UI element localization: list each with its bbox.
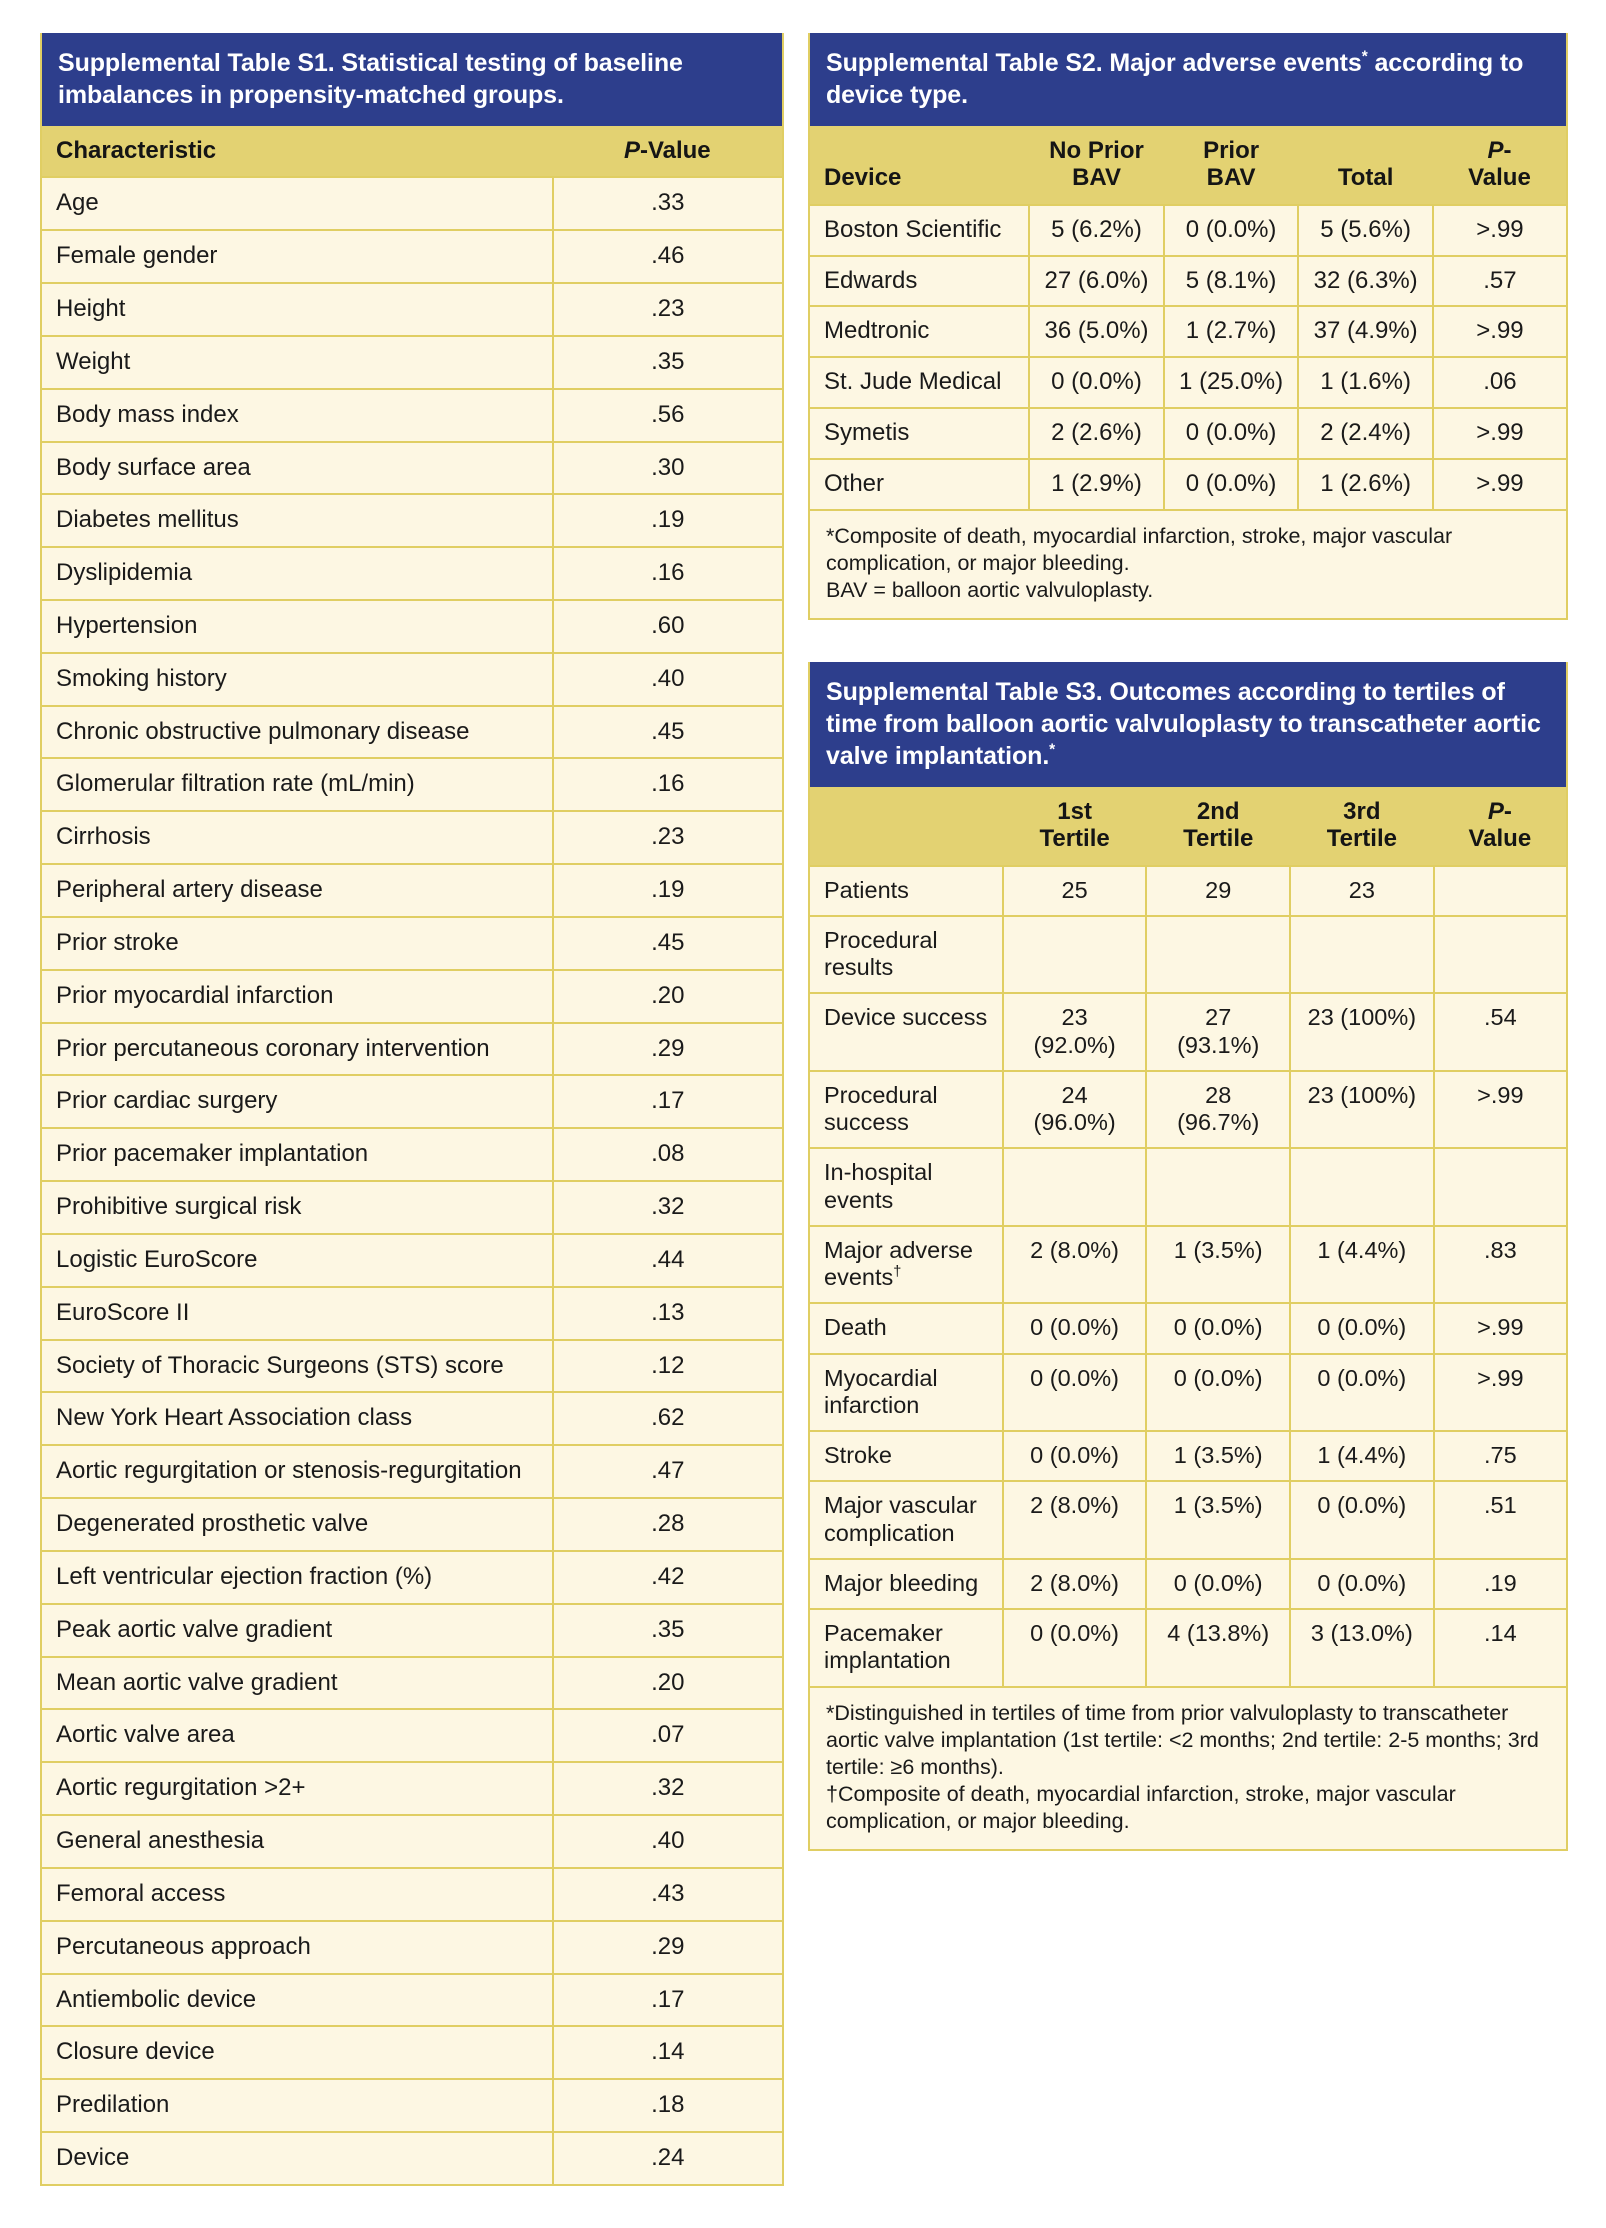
cell-p-value: .43 (553, 1868, 782, 1921)
cell-outcome-label (810, 1226, 1003, 1304)
table-row (42, 1498, 782, 1551)
cell-p-value: .44 (553, 1234, 782, 1287)
cell-characteristic: Femoral access (42, 1868, 553, 1921)
table-row (810, 1303, 1566, 1353)
table-row (42, 864, 782, 917)
cell-3rd-tertile: 0 (0.0%) (1290, 1481, 1434, 1559)
table-row (810, 1431, 1566, 1481)
cell-p-value: .28 (553, 1498, 782, 1551)
table-row (810, 459, 1566, 509)
cell-total: 2 (2.4%) (1298, 408, 1433, 459)
cell-p-value: >.99 (1433, 408, 1566, 459)
cell-characteristic: Prior cardiac surgery (42, 1075, 553, 1128)
cell-device: Symetis (810, 408, 1029, 459)
cell-3rd-tertile (1290, 1148, 1434, 1226)
cell-p-value (1434, 866, 1566, 916)
outcome-label-text: Death (824, 1314, 887, 1341)
cell-2nd-tertile: 29 (1146, 866, 1290, 916)
cell-p-value: .17 (553, 1075, 782, 1128)
cell-device: St. Jude Medical (810, 357, 1029, 408)
table-row (42, 1551, 782, 1604)
table-row (42, 2026, 782, 2079)
table-s2-caption (810, 33, 1566, 126)
cell-characteristic: EuroScore II (42, 1287, 553, 1340)
cell-outcome-label (810, 993, 1003, 1071)
cell-p-value (1434, 1148, 1566, 1226)
cell-characteristic: Prior pacemaker implantation (42, 1128, 553, 1181)
table-row (42, 1709, 782, 1762)
cell-device: Boston Scientific (810, 205, 1029, 256)
table-row (42, 1234, 782, 1287)
table-row (42, 1868, 782, 1921)
table-s3-footnote-2: †Composite of death, myocardial infarction, stroke, major vascular complication, or major bleeding. (826, 1781, 1456, 1833)
cell-p-value: .06 (1433, 357, 1566, 408)
cell-characteristic: Antiembolic device (42, 1974, 553, 2027)
left-column (40, 33, 784, 2228)
table-row (42, 600, 782, 653)
cell-p-value: .60 (553, 600, 782, 653)
table-row (42, 177, 782, 230)
outcome-label-text: Stroke (824, 1442, 892, 1469)
table-s3-footnote-1: *Distinguished in tertiles of time from prior valvuloplasty to transcatheter aortic valve implantation (1st tertile: <2 months; 2nd tertile: 2-5 months; 3rd tertile: ≥6 months). (826, 1700, 1539, 1779)
column-header-1st-tertile: 1st Tertile (1003, 787, 1147, 866)
table-row (810, 256, 1566, 307)
table-row (42, 1287, 782, 1340)
outcome-label-text: Pacemaker implantation (824, 1620, 951, 1674)
cell-characteristic: Cirrhosis (42, 811, 553, 864)
table-s3-grid (810, 787, 1566, 1686)
table-row (42, 1974, 782, 2027)
outcome-footnote-marker: † (893, 1264, 902, 1281)
cell-characteristic: Peripheral artery disease (42, 864, 553, 917)
cell-2nd-tertile: 27 (93.1%) (1146, 993, 1290, 1071)
table-row (810, 1148, 1566, 1226)
cell-p-value: >.99 (1434, 1354, 1566, 1432)
cell-p-value: .18 (553, 2079, 782, 2132)
outcome-label-text: In-hospital events (824, 1159, 933, 1213)
table-row (810, 1354, 1566, 1432)
table-s2-caption-rest: according to device type. (826, 49, 1524, 109)
table-s1-body (42, 177, 782, 2183)
table-row (42, 283, 782, 336)
table-row (42, 1128, 782, 1181)
table-row (42, 1181, 782, 1234)
cell-2nd-tertile: 4 (13.8%) (1146, 1609, 1290, 1686)
table-s2-footnotes (810, 509, 1566, 618)
table-row (42, 494, 782, 547)
cell-p-value: .33 (553, 177, 782, 230)
cell-p-value: .46 (553, 230, 782, 283)
column-header-p-value: P-Value (553, 126, 782, 177)
table-row (42, 1023, 782, 1076)
cell-p-value: .32 (553, 1181, 782, 1234)
cell-1st-tertile: 24 (96.0%) (1003, 1071, 1147, 1149)
cell-p-value: .19 (553, 864, 782, 917)
table-s2-footnote-1: *Composite of death, myocardial infarction, stroke, major vascular complication, or major bleeding. (826, 523, 1453, 575)
cell-total: 5 (5.6%) (1298, 205, 1433, 256)
cell-p-value: .45 (553, 706, 782, 759)
table-row (42, 1762, 782, 1815)
table-row (810, 408, 1566, 459)
cell-characteristic: Device (42, 2132, 553, 2184)
cell-1st-tertile: 25 (1003, 866, 1147, 916)
cell-characteristic: Prohibitive surgical risk (42, 1181, 553, 1234)
outcome-label-text: Major vascular complication (824, 1492, 977, 1546)
cell-characteristic: Glomerular filtration rate (mL/min) (42, 758, 553, 811)
table-row (42, 970, 782, 1023)
cell-p-value: .62 (553, 1392, 782, 1445)
cell-3rd-tertile: 23 (1290, 866, 1434, 916)
cell-p-value: .14 (1434, 1609, 1566, 1686)
table-s3-footnotes (810, 1686, 1566, 1849)
cell-characteristic: Predilation (42, 2079, 553, 2132)
table-row (810, 916, 1566, 994)
table-s2-grid (810, 126, 1566, 509)
cell-characteristic: Body surface area (42, 442, 553, 495)
table-row (42, 1075, 782, 1128)
table-s3-body (810, 866, 1566, 1686)
cell-p-value: .16 (553, 758, 782, 811)
cell-characteristic: Closure device (42, 2026, 553, 2079)
column-header-2nd-tertile: 2nd Tertile (1146, 787, 1290, 866)
cell-total: 1 (1.6%) (1298, 357, 1433, 408)
cell-characteristic: Age (42, 177, 553, 230)
cell-outcome-label (810, 1148, 1003, 1226)
outcome-label-text: Myocardial infarction (824, 1364, 938, 1418)
cell-no-prior-bav: 1 (2.9%) (1029, 459, 1164, 509)
cell-3rd-tertile: 3 (13.0%) (1290, 1609, 1434, 1686)
table-row (42, 1815, 782, 1868)
cell-p-value: >.99 (1433, 205, 1566, 256)
cell-3rd-tertile: 0 (0.0%) (1290, 1354, 1434, 1432)
cell-characteristic: Hypertension (42, 600, 553, 653)
cell-p-value: .08 (553, 1128, 782, 1181)
cell-1st-tertile: 2 (8.0%) (1003, 1481, 1147, 1559)
cell-p-value: .07 (553, 1709, 782, 1762)
cell-p-value: .40 (553, 653, 782, 706)
cell-no-prior-bav: 2 (2.6%) (1029, 408, 1164, 459)
table-s1-header-row (42, 126, 782, 177)
outcome-label-text: Major adverse events (824, 1236, 973, 1291)
cell-2nd-tertile: 1 (3.5%) (1146, 1431, 1290, 1481)
table-row (810, 1559, 1566, 1609)
cell-outcome-label (810, 1481, 1003, 1559)
table-row (42, 389, 782, 442)
cell-1st-tertile: 0 (0.0%) (1003, 1354, 1147, 1432)
cell-p-value: .29 (553, 1023, 782, 1076)
cell-characteristic: Weight (42, 336, 553, 389)
cell-outcome-label (810, 1559, 1003, 1609)
table-row (42, 1921, 782, 1974)
cell-no-prior-bav: 27 (6.0%) (1029, 256, 1164, 307)
table-row (810, 866, 1566, 916)
table-row (42, 442, 782, 495)
cell-p-value: .35 (553, 1604, 782, 1657)
table-s3 (808, 662, 1568, 1851)
outcome-label-text: Patients (824, 876, 909, 903)
cell-1st-tertile (1003, 916, 1147, 994)
cell-1st-tertile (1003, 1148, 1147, 1226)
cell-prior-bav: 1 (25.0%) (1164, 357, 1299, 408)
table-s2-caption-marker: * (1361, 48, 1368, 66)
cell-p-value: .56 (553, 389, 782, 442)
cell-p-value: .47 (553, 1445, 782, 1498)
cell-total: 32 (6.3%) (1298, 256, 1433, 307)
cell-characteristic: Degenerated prosthetic valve (42, 1498, 553, 1551)
column-header-no-prior-bav: No Prior BAV (1029, 126, 1164, 205)
cell-p-value: .23 (553, 811, 782, 864)
cell-p-value: .20 (553, 970, 782, 1023)
cell-total: 37 (4.9%) (1298, 306, 1433, 357)
cell-characteristic: Peak aortic valve gradient (42, 1604, 553, 1657)
column-header-outcome (810, 787, 1003, 866)
column-header-characteristic: Characteristic (42, 126, 553, 177)
cell-p-value: >.99 (1434, 1303, 1566, 1353)
cell-1st-tertile: 2 (8.0%) (1003, 1559, 1147, 1609)
cell-3rd-tertile (1290, 916, 1434, 994)
cell-p-value: .83 (1434, 1226, 1566, 1304)
table-row (810, 993, 1566, 1071)
cell-outcome-label (810, 1609, 1003, 1686)
table-row (42, 1340, 782, 1393)
table-s3-caption-marker: * (1049, 741, 1056, 759)
cell-device: Edwards (810, 256, 1029, 307)
cell-3rd-tertile: 1 (4.4%) (1290, 1226, 1434, 1304)
cell-outcome-label (810, 916, 1003, 994)
cell-2nd-tertile: 0 (0.0%) (1146, 1354, 1290, 1432)
cell-p-value: >.99 (1433, 306, 1566, 357)
cell-1st-tertile: 0 (0.0%) (1003, 1609, 1147, 1686)
cell-characteristic: Smoking history (42, 653, 553, 706)
outcome-label-text: Device success (824, 1004, 988, 1031)
cell-3rd-tertile: 23 (100%) (1290, 993, 1434, 1071)
column-header-device: Device (810, 126, 1029, 205)
cell-2nd-tertile: 1 (3.5%) (1146, 1226, 1290, 1304)
table-s3-header-row (810, 787, 1566, 866)
table-row (42, 706, 782, 759)
outcome-label-text: Procedural results (824, 926, 938, 981)
cell-characteristic: Female gender (42, 230, 553, 283)
column-header-3rd-tertile: 3rd Tertile (1290, 787, 1434, 866)
cell-1st-tertile: 0 (0.0%) (1003, 1431, 1147, 1481)
cell-device: Other (810, 459, 1029, 509)
cell-p-value: .30 (553, 442, 782, 495)
cell-3rd-tertile: 0 (0.0%) (1290, 1303, 1434, 1353)
table-row (42, 1445, 782, 1498)
cell-prior-bav: 0 (0.0%) (1164, 408, 1299, 459)
column-header-prior-bav: Prior BAV (1164, 126, 1299, 205)
column-header-p-value: P- Value (1433, 126, 1566, 205)
table-row (42, 917, 782, 970)
cell-characteristic: Prior stroke (42, 917, 553, 970)
cell-p-value: .45 (553, 917, 782, 970)
cell-2nd-tertile (1146, 1148, 1290, 1226)
cell-characteristic: Body mass index (42, 389, 553, 442)
table-s2-footnote-2: BAV = balloon aortic valvuloplasty. (826, 577, 1154, 602)
cell-characteristic: Mean aortic valve gradient (42, 1657, 553, 1710)
cell-1st-tertile: 0 (0.0%) (1003, 1303, 1147, 1353)
table-row (810, 1071, 1566, 1149)
cell-p-value: .19 (1434, 1559, 1566, 1609)
cell-p-value: .23 (553, 283, 782, 336)
cell-p-value: .42 (553, 1551, 782, 1604)
cell-characteristic: Aortic valve area (42, 1709, 553, 1762)
table-row (810, 1609, 1566, 1686)
table-row (42, 547, 782, 600)
cell-characteristic: Aortic regurgitation >2+ (42, 1762, 553, 1815)
cell-p-value: .29 (553, 1921, 782, 1974)
cell-characteristic: Height (42, 283, 553, 336)
cell-p-value: .16 (553, 547, 782, 600)
cell-characteristic: Logistic EuroScore (42, 1234, 553, 1287)
outcome-label-text: Procedural success (824, 1081, 938, 1136)
table-s1 (40, 33, 784, 2186)
table-row (42, 1604, 782, 1657)
cell-2nd-tertile: 28 (96.7%) (1146, 1071, 1290, 1149)
table-s3-caption-text: Supplemental Table S3. Outcomes according to tertiles of time from balloon aortic valvuloplasty to transcatheter aortic valve implantation. (826, 677, 1541, 770)
table-row (810, 1226, 1566, 1304)
cell-no-prior-bav: 36 (5.0%) (1029, 306, 1164, 357)
cell-p-value: .35 (553, 336, 782, 389)
cell-p-value: .32 (553, 1762, 782, 1815)
column-header-p-value: P- Value (1434, 787, 1566, 866)
cell-p-value: >.99 (1434, 1071, 1566, 1149)
cell-p-value: .57 (1433, 256, 1566, 307)
table-row (810, 205, 1566, 256)
cell-p-value: .40 (553, 1815, 782, 1868)
cell-no-prior-bav: 0 (0.0%) (1029, 357, 1164, 408)
table-s2-caption-text: Supplemental Table S2. Major adverse events (826, 49, 1362, 77)
cell-characteristic: General anesthesia (42, 1815, 553, 1868)
table-s2 (808, 33, 1568, 620)
cell-no-prior-bav: 5 (6.2%) (1029, 205, 1164, 256)
cell-1st-tertile: 23 (92.0%) (1003, 993, 1147, 1071)
cell-3rd-tertile: 1 (4.4%) (1290, 1431, 1434, 1481)
table-row (810, 357, 1566, 408)
cell-outcome-label (810, 1071, 1003, 1149)
cell-2nd-tertile: 0 (0.0%) (1146, 1559, 1290, 1609)
right-column (808, 33, 1568, 2228)
cell-characteristic: Society of Thoracic Surgeons (STS) score (42, 1340, 553, 1393)
cell-p-value: .54 (1434, 993, 1566, 1071)
cell-p-value (1434, 916, 1566, 994)
table-row (42, 1392, 782, 1445)
cell-prior-bav: 0 (0.0%) (1164, 205, 1299, 256)
table-s2-header-row (810, 126, 1566, 205)
cell-total: 1 (2.6%) (1298, 459, 1433, 509)
cell-outcome-label (810, 1303, 1003, 1353)
cell-characteristic: Prior percutaneous coronary intervention (42, 1023, 553, 1076)
cell-3rd-tertile: 0 (0.0%) (1290, 1559, 1434, 1609)
table-row (810, 306, 1566, 357)
cell-outcome-label (810, 1354, 1003, 1432)
outcome-label-text: Major bleeding (824, 1569, 979, 1596)
cell-device: Medtronic (810, 306, 1029, 357)
cell-characteristic: New York Heart Association class (42, 1392, 553, 1445)
column-header-total: Total (1298, 126, 1433, 205)
cell-p-value: .51 (1434, 1481, 1566, 1559)
cell-p-value: .14 (553, 2026, 782, 2079)
table-s1-grid (42, 126, 782, 2184)
cell-characteristic: Percutaneous approach (42, 1921, 553, 1974)
table-row (42, 653, 782, 706)
cell-characteristic: Diabetes mellitus (42, 494, 553, 547)
cell-outcome-label (810, 1431, 1003, 1481)
cell-p-value: >.99 (1433, 459, 1566, 509)
cell-p-value: .19 (553, 494, 782, 547)
table-row (810, 1481, 1566, 1559)
cell-characteristic: Dyslipidemia (42, 547, 553, 600)
table-row (42, 811, 782, 864)
table-s2-body (810, 205, 1566, 509)
cell-characteristic: Prior myocardial infarction (42, 970, 553, 1023)
cell-3rd-tertile: 23 (100%) (1290, 1071, 1434, 1149)
cell-p-value: .12 (553, 1340, 782, 1393)
cell-2nd-tertile: 1 (3.5%) (1146, 1481, 1290, 1559)
cell-p-value: .17 (553, 1974, 782, 2027)
table-row (42, 1657, 782, 1710)
cell-1st-tertile: 2 (8.0%) (1003, 1226, 1147, 1304)
cell-characteristic: Left ventricular ejection fraction (%) (42, 1551, 553, 1604)
cell-characteristic: Aortic regurgitation or stenosis-regurgitation (42, 1445, 553, 1498)
table-row (42, 2132, 782, 2184)
cell-characteristic: Chronic obstructive pulmonary disease (42, 706, 553, 759)
table-row (42, 2079, 782, 2132)
cell-2nd-tertile: 0 (0.0%) (1146, 1303, 1290, 1353)
cell-p-value: .13 (553, 1287, 782, 1340)
table-s3-caption (810, 662, 1566, 787)
cell-prior-bav: 5 (8.1%) (1164, 256, 1299, 307)
cell-p-value: .75 (1434, 1431, 1566, 1481)
table-row (42, 230, 782, 283)
table-row (42, 758, 782, 811)
cell-prior-bav: 1 (2.7%) (1164, 306, 1299, 357)
cell-prior-bav: 0 (0.0%) (1164, 459, 1299, 509)
cell-p-value: .24 (553, 2132, 782, 2184)
cell-p-value: .20 (553, 1657, 782, 1710)
cell-outcome-label (810, 866, 1003, 916)
table-s1-caption: Supplemental Table S1. Statistical testing of baseline imbalances in propensity-matched groups. (42, 33, 782, 126)
table-row (42, 336, 782, 389)
cell-2nd-tertile (1146, 916, 1290, 994)
